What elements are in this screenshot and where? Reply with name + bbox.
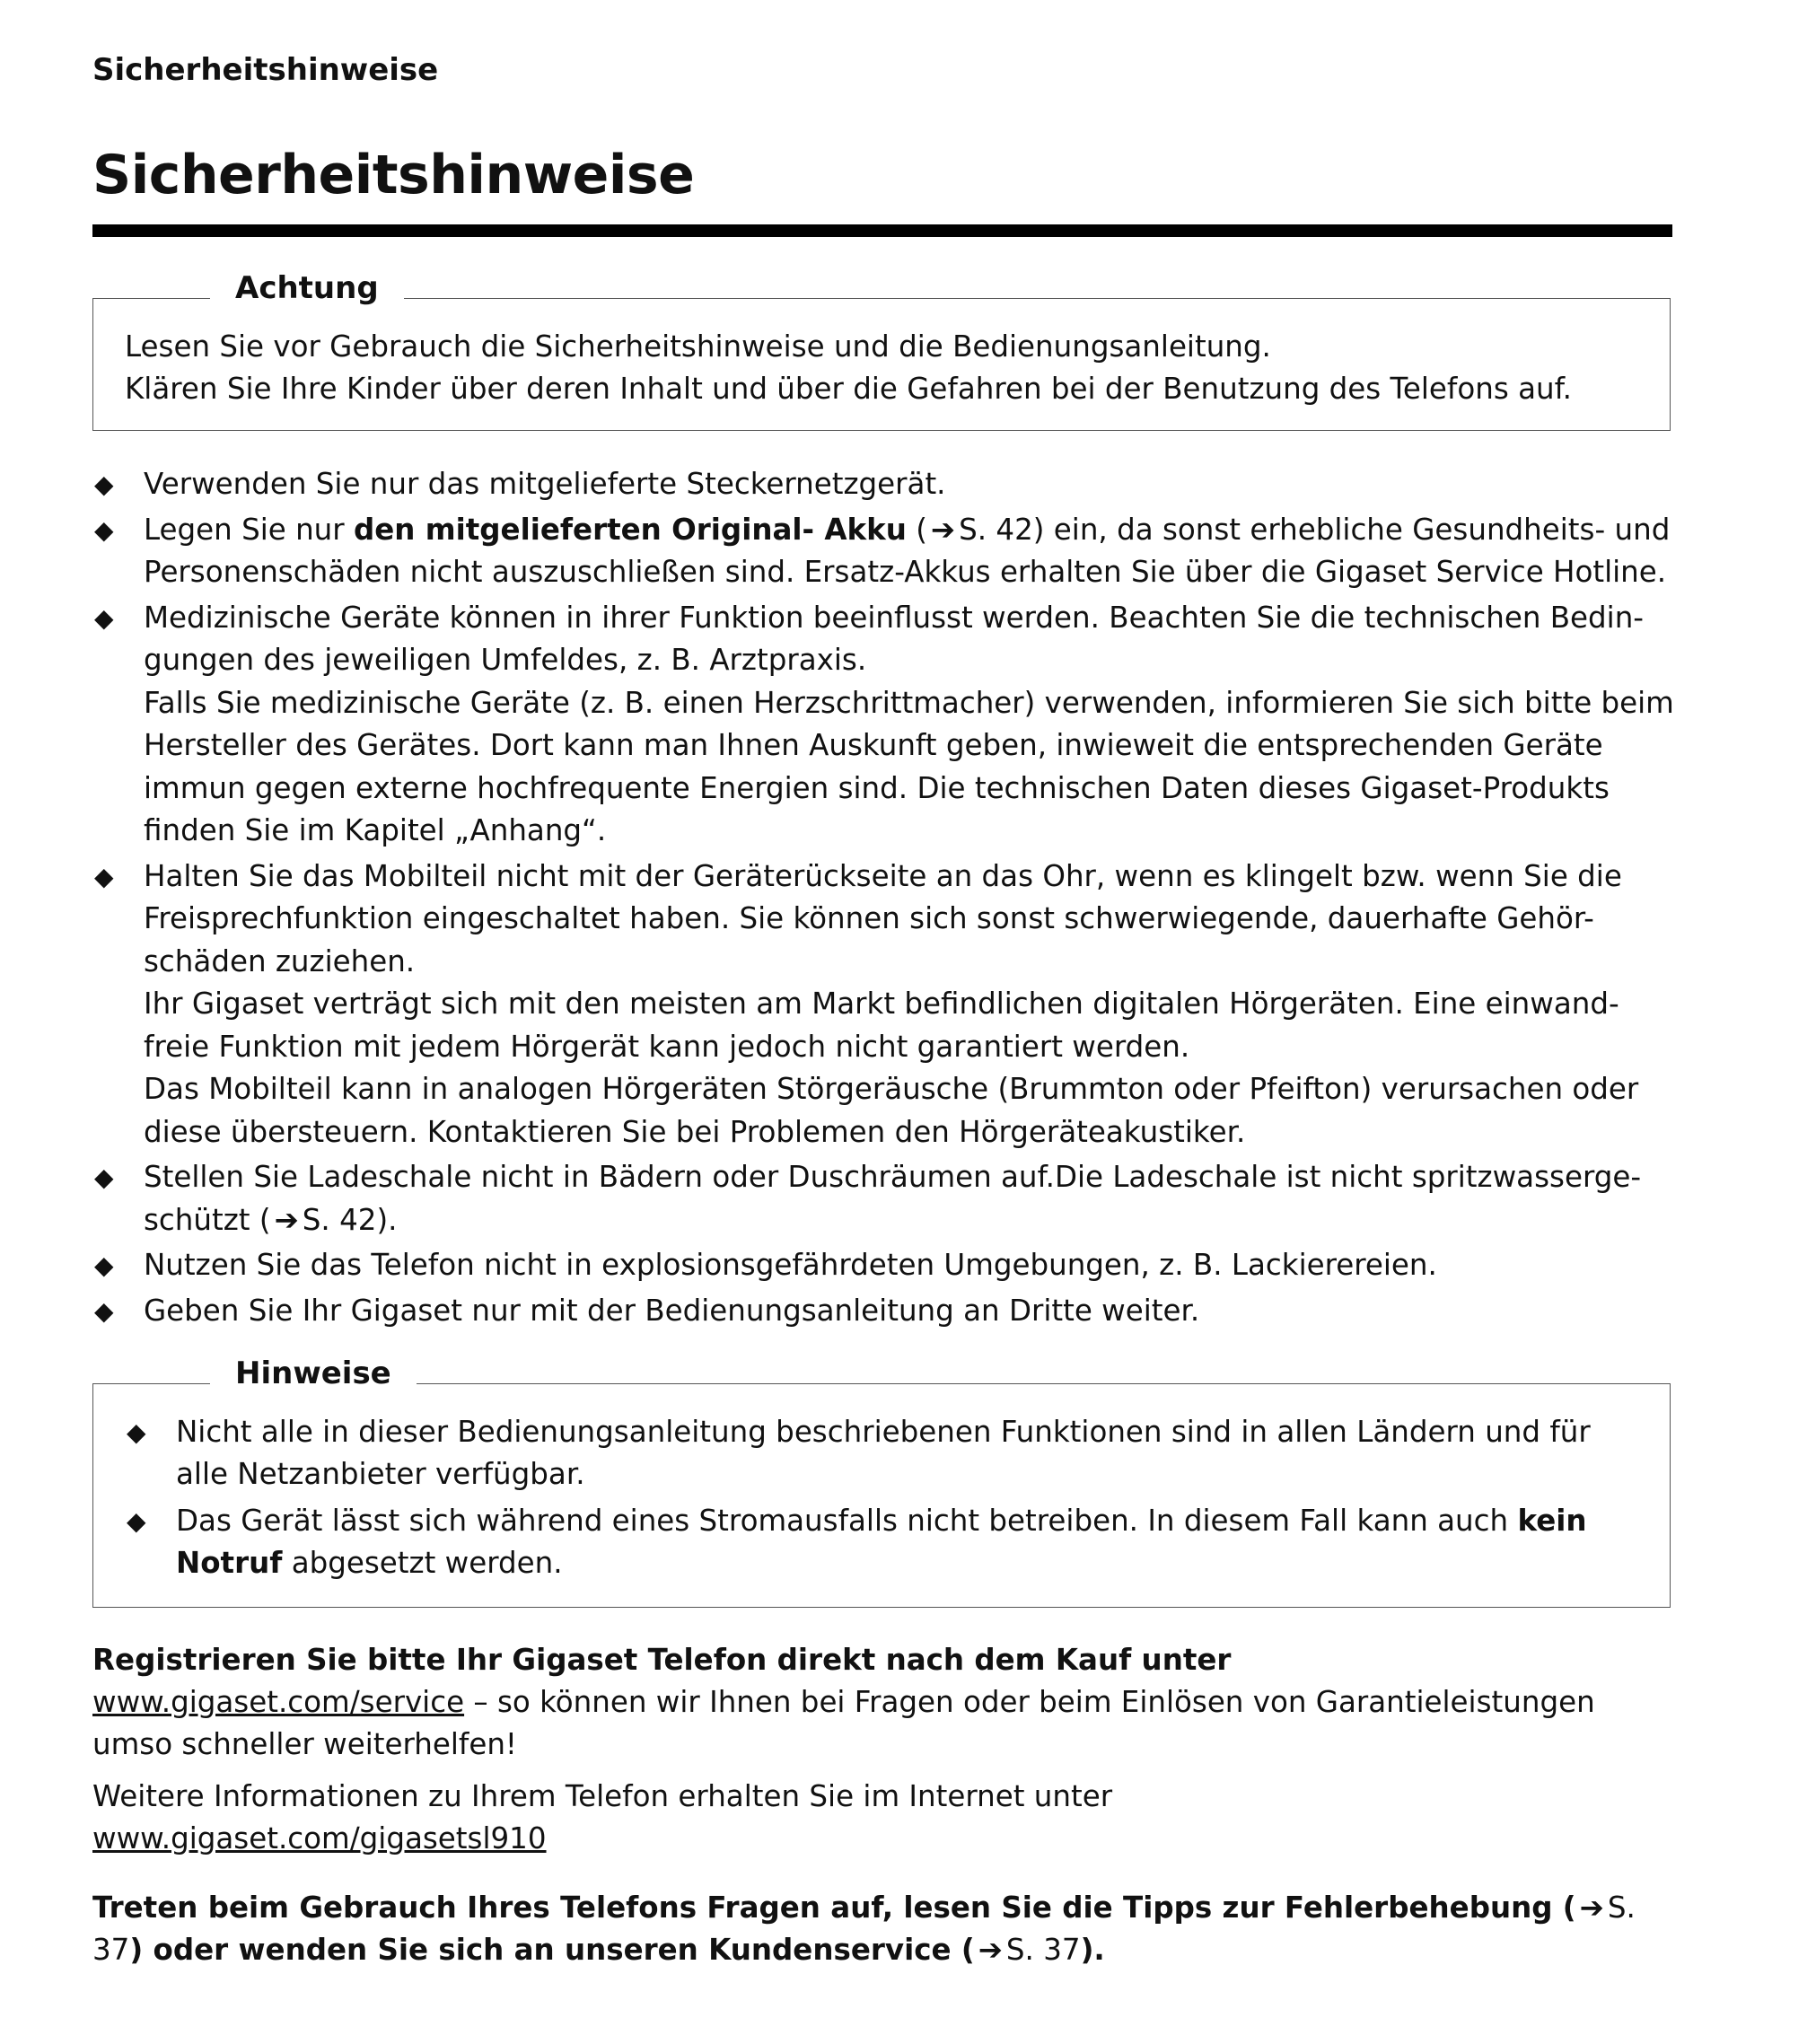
diamond-bullet-icon: ◆ xyxy=(94,1295,114,1326)
running-header: Sicherheitshinweise xyxy=(92,52,439,88)
service-link[interactable]: www.gigaset.com/service xyxy=(92,1685,465,1719)
list-item xyxy=(125,1411,1651,1496)
info-paragraph xyxy=(92,1776,1681,1860)
diamond-bullet-icon: ◆ xyxy=(94,514,114,545)
list-item xyxy=(92,1244,1681,1287)
diamond-bullet-icon: ◆ xyxy=(127,1506,146,1536)
registration-heading: Registrieren Sie bitte Ihr Gigaset Telefon direkt nach dem Kauf unter xyxy=(92,1643,1232,1677)
diamond-bullet-icon: ◆ xyxy=(94,602,114,633)
list-item xyxy=(92,463,1681,506)
bullet-paragraph: Ihr Gigaset verträgt sich mit den meisten am Markt befindlichen digitalen Hörgeräten. Eine einwand-freie Funktion mit jedem Hörgerät kann jedoch nicht garantiert werden. xyxy=(144,987,1619,1064)
bullet-text: Geben Sie Ihr Gigaset nur mit der Bedienungsanleitung an Dritte weiter. xyxy=(144,1293,1200,1328)
arrow-right-icon: ➔ xyxy=(274,1202,299,1237)
diamond-bullet-icon: ◆ xyxy=(94,469,114,499)
warning-body xyxy=(125,326,1572,410)
diamond-bullet-icon: ◆ xyxy=(94,1162,114,1192)
list-item xyxy=(92,597,1681,853)
bold-text: den mitgelieferten Original- Akku xyxy=(353,512,907,547)
bullet-text: Stellen Sie Ladeschale nicht in Bädern oder Duschräumen auf.Die Ladeschale ist nicht spritzwasserge-schützt ( ➔ S. 42). xyxy=(144,1160,1642,1237)
product-link[interactable]: www.gigaset.com/gigasetsl910 xyxy=(92,1821,547,1855)
diamond-bullet-icon: ◆ xyxy=(94,1250,114,1280)
safety-list xyxy=(92,463,1681,1335)
info-text: Weitere Informationen zu Ihrem Telefon erhalten Sie im Internet unter xyxy=(92,1779,1113,1813)
warning-line-1: Lesen Sie vor Gebrauch die Sicherheitshinweise und die Bedienungsanleitung. xyxy=(125,329,1271,364)
bullet-paragraph: Das Mobilteil kann in analogen Hörgeräten Störgeräusche (Brummton oder Pfeifton) verursachen oder diese übersteuern. Kontaktieren Sie bei Problemen den Hörgeräteakustiker. xyxy=(144,1072,1639,1149)
notes-box xyxy=(92,1355,1671,1608)
warning-box xyxy=(92,270,1671,431)
list-item xyxy=(92,509,1681,594)
note-text: Das Gerät lässt sich während eines Stromausfalls nicht betreiben. In diesem Fall kann auch kein Notruf abgesetzt werden. xyxy=(176,1504,1587,1580)
page-reference: S. 37 xyxy=(1005,1933,1081,1967)
bullet-text: Nutzen Sie das Telefon nicht in explosionsgefährdeten Umgebungen, z. B. Lackierereien. xyxy=(144,1248,1437,1282)
page-reference: S. 42 xyxy=(302,1202,377,1237)
bullet-paragraph: Falls Sie medizinische Geräte (z. B. einen Herzschrittmacher) verwenden, informieren Sie sich bitte beim Hersteller des Gerätes. Dort kann man Ihnen Auskunft geben, inwieweit die entsprechenden Geräte immun gegen externe hochfrequente Energien sind. Die technischen Daten dieses Gigaset-Produkts finden Sie im Kapitel „Anhang“. xyxy=(144,685,1674,847)
list-item xyxy=(125,1500,1651,1584)
page-reference: S. 42 xyxy=(959,512,1033,547)
bullet-text: Verwenden Sie nur das mitgelieferte Steckernetzgerät. xyxy=(144,467,946,501)
registration-paragraph: Registrieren Sie bitte Ihr Gigaset Telefon direkt nach dem Kauf unter www.gigaset.com/service – so können wir Ihnen bei Fragen oder beim Einlösen von Garantieleistungen umso schneller weiterhelfen! xyxy=(92,1643,1595,1761)
notes-list xyxy=(125,1411,1651,1589)
list-item xyxy=(92,1156,1681,1241)
list-item xyxy=(92,1290,1681,1333)
arrow-right-icon: ➔ xyxy=(978,1933,1003,1967)
notes-label: Hinweise xyxy=(210,1355,417,1391)
diamond-bullet-icon: ◆ xyxy=(127,1417,146,1447)
note-text: Nicht alle in dieser Bedienungsanleitung beschriebenen Funktionen sind in allen Ländern und für alle Netzanbieter verfügbar. xyxy=(176,1415,1591,1491)
bullet-paragraph: Halten Sie das Mobilteil nicht mit der Geräterückseite an das Ohr, wenn es klingelt bzw. wenn Sie die Freisprechfunktion eingeschaltet haben. Sie können sich sonst schwerwiegende, dauerhafte Gehör-schäden zuziehen. xyxy=(144,858,1622,978)
bullet-paragraph: Medizinische Geräte können in ihrer Funktion beeinflusst werden. Beachten Sie die technischen Bedin-gungen des jeweiligen Umfeldes, z. B. Arztpraxis. xyxy=(144,600,1645,677)
warning-label: Achtung xyxy=(210,270,404,306)
page-title: Sicherheitshinweise xyxy=(92,144,695,206)
bold-text: kein Notruf xyxy=(176,1504,1587,1580)
diamond-bullet-icon: ◆ xyxy=(94,861,114,891)
help-paragraph: Treten beim Gebrauch Ihres Telefons Fragen auf, lesen Sie die Tipps zur Fehlerbehebung ( ➔ S. 37) oder wenden Sie sich an unseren Kundenservice ( ➔ S. 37). xyxy=(92,1890,1636,1967)
title-rule xyxy=(92,224,1672,237)
list-item xyxy=(92,855,1681,1154)
arrow-right-icon: ➔ xyxy=(930,512,956,547)
arrow-right-icon: ➔ xyxy=(1579,1890,1604,1925)
page-reference: S. 37 xyxy=(92,1890,1636,1967)
bullet-text: Legen Sie nur den mitgelieferten Original- Akku ( ➔ S. 42) ein, da sonst erhebliche Gesundheits- und Personenschäden nicht auszuschließen sind. Ersatz-Akkus erhalten Sie über die Gigaset Service Hotline. xyxy=(144,512,1671,589)
warning-line-2: Klären Sie Ihre Kinder über deren Inhalt und über die Gefahren bei der Benutzung des Telefons auf. xyxy=(125,372,1573,406)
